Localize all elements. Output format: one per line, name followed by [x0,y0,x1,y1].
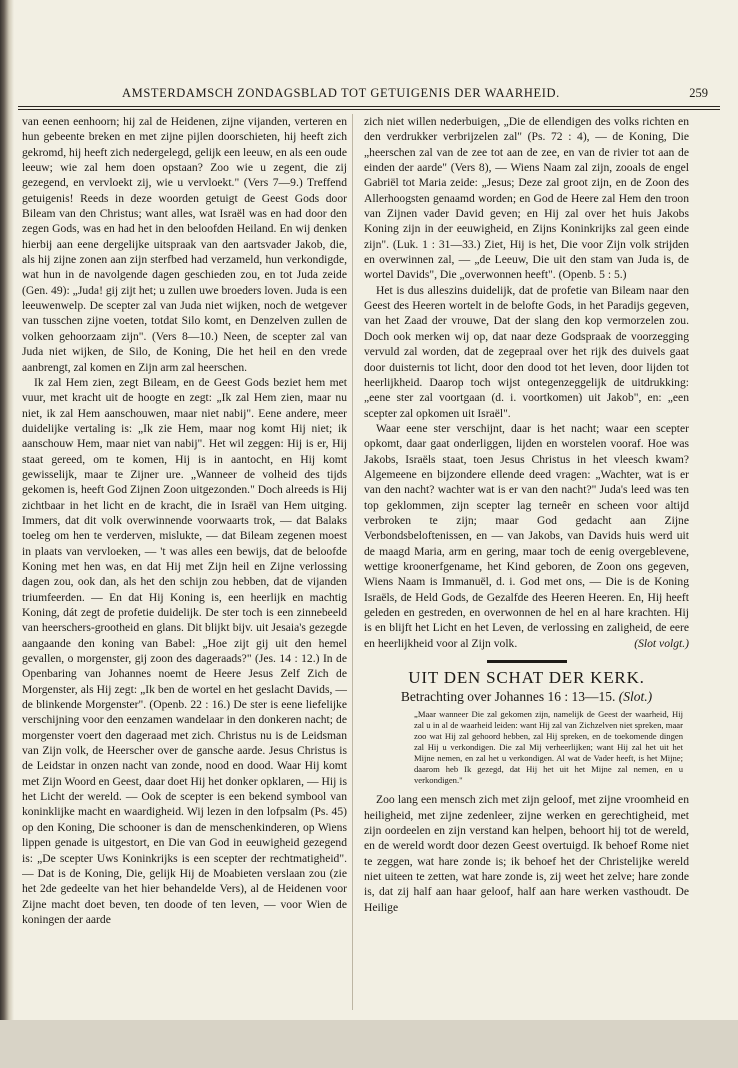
to-be-continued-note: (Slot volgt.) [634,636,689,650]
body-paragraph: zich niet willen nederbuigen, „Die de ellendigen des volks richten en den verdrukker verbrijzelen zal" (Ps. 72 : 4), — de Koning, Die „heerschen zal van de zee tot aan de zee, en van de rivier tot aan de einden der aarde" (Vers 8), — Wiens Naam zal zijn, zooals de engel Gabriël tot Maria zeide: „Jesus; Deze zal groot zijn, en de Zoon des Allerhoogsten genaamd worden; en God de Heere zal Hem den troon van Zijnen vader David geven; en Hij zal over het huis Jakobs Koning zijn in der eeuwigheid, en Zijns Koninkrijks zal geen einde zijn". (Luk. 1 : 31—33.) Ziet, Hij is het, Die voor Zijn volk strijden en overwinnen zal, — „de Leeuw, Die uit den stam van Juda is, de wortel Davids", Die „overwonnen heeft". (Openb. 5 : 5.) [364,115,689,282]
section-divider-bar [487,660,567,663]
scripture-quote: „Maar wanneer Die zal gekomen zijn, namelijk de Geest der waarheid, Hij zal u in al de waarheid leiden: want Hij zal van Zichzelven niet spreken, maar zoo wat Hij zal gehoord hebben, zal Hij spreken, en de toekomende dingen zal Hij u verkondigen. Die zal Mij verheerlijken; want Hij zal het uit het Mijne nemen, en zal het u verkondigen. Al wat de Vader heeft, is het Mijne; daarom heb Ik gezegd, dat Hij het uit het Mijne zal nemen, en u verkondigen." [414,708,683,786]
scan-bottom-margin [0,1020,738,1068]
body-paragraph: Zoo lang een mensch zich met zijn geloof, met zijne vroomheid en heiligheid, met zijne zedenleer, zijne werken en gerechtigheid, met zijn oordeelen en zijn verstand kan helpen, behoort hij tot de wereld, en de wereld wordt door dezen Geest overtuigd. Ik behoef Rome niet te zeggen, wat hare zonde is; ik behoef het der Christelijke wereld niet uiteen te zetten, wat hare zonde is, zij weet het zelve; hare zonde is, dat zij half aan haar geloof, half aan hare werken vasthoudt. De Heilige [364,793,689,914]
paragraph-text: Waar eene ster verschijnt, daar is het nacht; waar een scepter opkomt, daar gaat onderliggen, lijden en worstelen vooraf. Hoe was Jakobs, Israëls staat, toen Jesus Christus in het vleesch kwam? Algemeene en bijzondere ellende deed vragen: „Wachter, wat is er van den nacht? wachter wat is er van den nacht?" Juda's leed was ten top geklommen, zijn scepter lag terneêr en scheen voor altijd verbroken te zijn; maar God gedacht aan Zijne Verbondsbeloftenissen, en — van Jakobs, van Davids huis werd uit de maagd Maria, arm en gering, maar toch de eenig overgeblevene, wettige kroonerfgename, het Kind geboren, de Zoon ons gegeven, Wiens Naam is Immanuël, d. i. God met ons, — Die is de Koning Israëls, de Held Gods, de Gezalfde des Heeren Heeren. En, Hij heeft geleden en gestreden, en overwonnen de hel en al hare krachten. Hij is en blijft het Licht en het Leven, de verlossing en zaligheid, de eere en heerlijkheid voor al Zijn volk. [364,421,689,650]
page-number: 259 [689,86,708,100]
left-column [22,114,347,1006]
body-paragraph: Ik zal Hem zien, zegt Bileam, en de Geest Gods beziet hem met vuur, met kracht uit de hoogte en zegt: „Ik zal Hem zien, maar nu niet, ik zal Hem aanschouwen, maar niet nabij". Eene andere, meer duidelijke vertaling is: „Ik zie Hem, maar nog komt Hij niet; ik aanschouw Hem, maar niet van nabij". Het wil zeggen: Hij is er, Hij staat gereed, om te komen, Hij is in aantocht, en Hij komt gewisselijk, maar te Zijner ure. „Wanneer de volheid des tijds gekomen is, heeft God Zijnen Zoon uitgezonden." Doch alreeds is Hij zichtbaar in het licht en de kracht, die in Israël van Hem uitging. Immers, dat dit volk overwinnende voorwaarts trok, — dat Balaks toeleg om hen te verderven, mislukte, — dat Bileam zegenen moest in plaats van vervloeken, — 't was alles een bewijs, dat de beloofde Koning met hen was, en dat Hij met Zijn heil en Zijne verlossing dagen zou, ook dan, als het den schijn zou hebben, dat de vijanden triumfeerden. — En dat Hij Koning is, een heerlijk en machtig Koning, dát zegt de profetie duidelijk. De ster toch is een zinnebeeld van heerschers-grootheid en glans. Dit blijkt bijv. uit Jesaia's gezegde aangaande den koning van Babel: „Hoe zijt gij uit den hemel gevallen, o morgenster, gij zoon des dageraads?" (Jes. 14 : 12.) In de Openbaring van Johannes noemt de Heere Jesus Zelf Zich de Morgenster, als Hij zegt: „Ik ben de wortel en het geslacht Davids, — de blinkende Morgenster". (Openb. 22 : 16.) De ster is eene liefelijke verschijning voor den eenzamen wandelaar in den donkeren nacht; de morgenster voert den dageraad met zich. Christus nu is de Leidsman van Zijn volk, de Heerscher over de gansche aarde. Jesus Christus is de Leidstar in onzen nacht van zonde, nood en dood. Waar Hij komt met Zijn Woord en Geest, daar doet Hij het donker opklaren, — Hij is het Licht der wereld. — Ook de scepter is een bekend symbool van koninklijke macht en waardigheid. Wij lezen in den lofpsalm (Ps. 45) op den Koning, Die schooner is dan de menschenkinderen, op Wiens lippen genade is uitgestort, en Die van God in eeuwigheid gezegend is: „De scepter Uws Koninkrijks is een scepter der rechtmatigheid". — Dat is de Koning, Die, gelijk Hij de Moabieten verslaan zou (zie het 2de gedeelte van het hier behandelde Vers), al de Heidenen voor Zijne macht doet beven, ten doode of ten leven, — voor Wien de koningen der aarde [22,375,347,926]
section-title: UIT DEN SCHAT DER KERK. [408,668,645,688]
article-subtitle [364,689,689,704]
body-paragraph: van eenen eenhoorn; hij zal de Heidenen, zijne vijanden, verteren en hun gebeente breken en met zijne pijlen doorschieten, hij heeft zich gekromd, hij heeft zich nedergelegd, gelijk een leeuw, en als een oude leeuw; wie zal hem doen opstaan? Zoo wie u zegent, die zij gezegend, en vervloekt zij, wie u vervloekt." (Vers 7—9.) Treffend getuigenis! Reeds in deze woorden getuigt de Geest Gods door Bileam van den Christus; want alles, wat Israël was en had door den zegen Gods, was en had het in den beloofden Heiland. En wij denken hierbij aan eene dergelijke uitspraak van den aartsvader Jakob, die, als hij zijne zonen aan zijn sterfbed had verzameld, hun verkondigde, wat hun in de navolgende dagen geschieden zou, en tot Juda zeide (Gen. 49): „Juda! gij zijt het; u zullen uwe broeders loven. Juda is een leeuwenwelp. De scepter zal van Juda niet wijken, noch de wetgever van tusschen zijne voeten, totdat Silo komt, en Denzelven zullen de volken gehoorzaam zijn". (Vers 8—10.) Neen, de scepter zal van Juda niet wijken, de Silo, de Koning, Die het heil en den vrede aanbrengt, zal komen en Zijn arm zal heerschen. [22,115,347,374]
page-binding-edge [0,0,14,1068]
column-divider [352,114,353,1010]
journal-title: AMSTERDAMSCH ZONDAGSBLAD TOT GETUIGENIS DER WAARHEID. [122,86,560,100]
right-column [364,114,689,915]
subtitle-note: (Slot.) [618,689,653,705]
subtitle-text: Betrachting over Johannes 16 : 13—15. [400,689,616,705]
body-paragraph: Het is dus alleszins duidelijk, dat de profetie van Bileam naar den Geest des Heeren wortelt in de belofte Gods, in het Paradijs gegeven, van het Zaad der vrouwe, Dat der slang den kop vermorzelen zou. Doch ook merken wij op, dat naar deze Godspraak de voorzegging vervuld zal worden, dat de zegepraal over het rijk des duivels gaat door duisternis tot licht, door den dood tot het leven, door lijden tot heerlijkheid. Daarop toch wijst ontegenzeggelijk de uitdrukking: „eene ster zal voortgaan (d. i. voortkomen) uit Jakob", en: „een scepter zal opkomen uit Israël". [364,283,689,420]
running-header [22,86,716,104]
header-rule [18,106,720,110]
body-paragraph [364,421,689,651]
